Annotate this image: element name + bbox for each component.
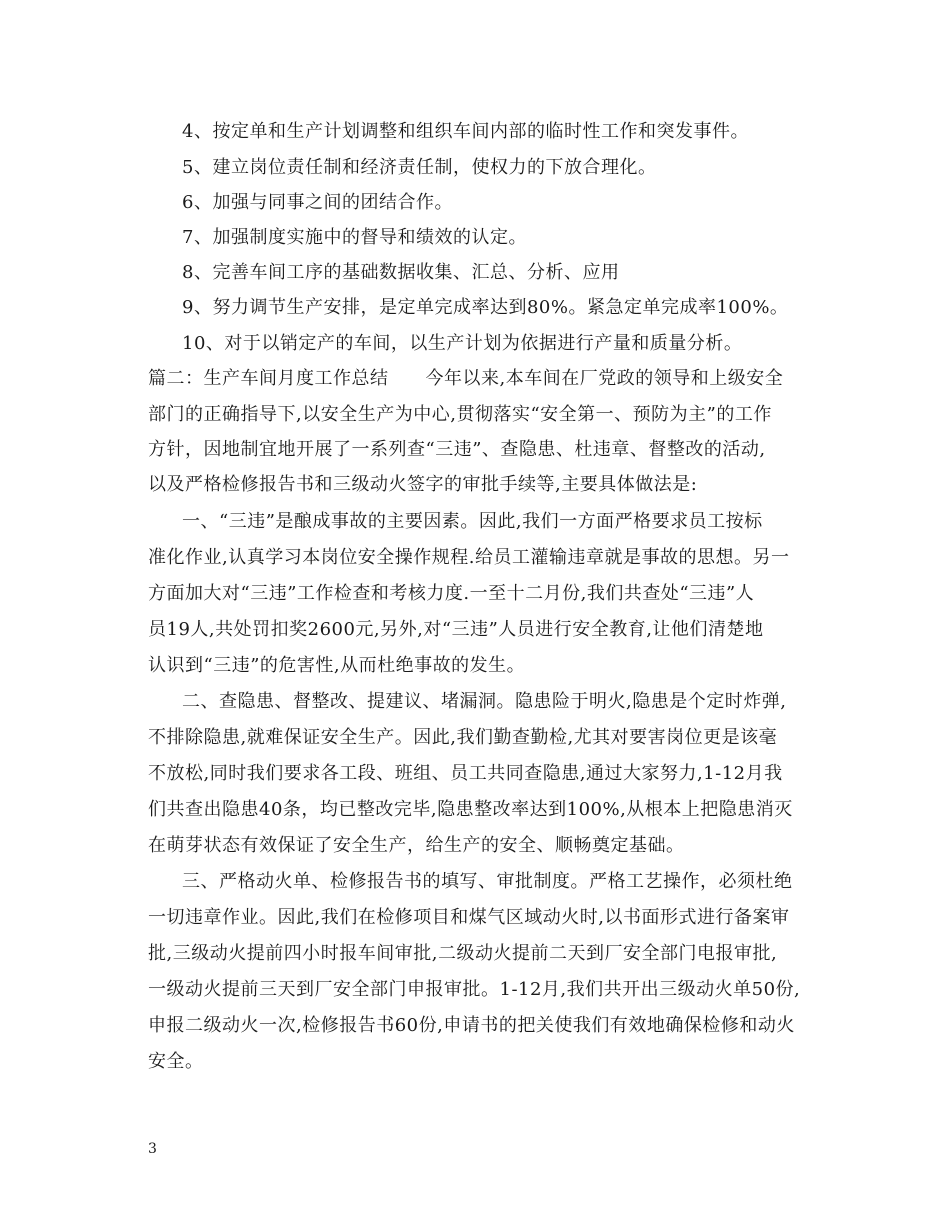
text-line: 10、对于以销定产的车间，以生产计划为依据进行产量和质量分析。 xyxy=(182,333,743,354)
text-line: 以及严格检修报告书和三级动火签字的审批手续等,主要具体做法是: xyxy=(148,474,698,495)
text-line: 三、严格动火单、检修报告书的填写、审批制度。严格工艺操作，必须杜绝 xyxy=(182,871,793,892)
text-line: 5、建立岗位责任制和经济责任制，使权力的下放合理化。 xyxy=(182,157,657,178)
text-line: 一切违章作业。因此,我们在检修项目和煤气区域动火时,以书面形式进行备案审 xyxy=(148,907,790,928)
page-number: 3 xyxy=(148,1141,157,1157)
text-line: 申报二级动火一次,检修报告书60份,申请书的把关使我们有效地确保检修和动火 xyxy=(148,1015,795,1036)
text-line: 8、完善车间工序的基础数据收集、汇总、分析、应用 xyxy=(182,262,620,283)
text-line: 4、按定单和生产计划调整和组织车间内部的临时性工作和突发事件。 xyxy=(182,121,749,142)
text-line: 员19人,共处罚扣奖2600元,另外,对“三违”人员进行安全教育,让他们清楚地 xyxy=(148,619,764,640)
section-heading-line: 篇二：生产车间月度工作总结 今年以来,本车间在厂党政的领导和上级安全 xyxy=(148,368,784,389)
text-line: 不排除隐患,就难保证安全生产。因此,我们勤查勤检,尤其对要害岗位更是该毫 xyxy=(148,727,778,748)
text-line: 方针，因地制宜地开展了一系列查“三违”、查隐患、杜违章、督整改的活动, xyxy=(148,439,766,460)
text-line: 部门的正确指导下,以安全生产为中心,贯彻落实“安全第一、预防为主”的工作 xyxy=(148,404,772,425)
text-line: 7、加强制度实施中的督导和绩效的认定。 xyxy=(182,227,527,248)
text-line: 一、“三违”是酿成事故的主要因素。因此,我们一方面严格要求员工按标 xyxy=(182,511,763,532)
text-line: 6、加强与同事之间的团结合作。 xyxy=(182,192,453,213)
text-line: 9、努力调节生产安排，是定单完成率达到80%。紧急定单完成率100%。 xyxy=(182,297,789,318)
text-line: 批,三级动火提前四小时报车间审批,二级动火提前二天到厂安全部门电报审批, xyxy=(148,943,778,964)
text-line: 不放松,同时我们要求各工段、班组、员工共同查隐患,通过大家努力,1-12月我 xyxy=(148,763,783,784)
text-line: 们共查出隐患40条，均已整改完毕,隐患整改率达到100%,从根本上把隐患消灭 xyxy=(148,799,793,820)
text-line: 认识到“三违”的危害性,从而杜绝事故的发生。 xyxy=(148,655,526,676)
text-line: 准化作业,认真学习本岗位安全操作规程.给员工灌输违章就是事故的思想。另一 xyxy=(148,547,790,568)
text-line: 二、查隐患、督整改、提建议、堵漏洞。隐患险于明火,隐患是个定时炸弹, xyxy=(182,691,787,712)
text-line: 在萌芽状态有效保证了安全生产，给生产的安全、顺畅奠定基础。 xyxy=(148,835,685,856)
text-line: 方面加大对“三违”工作检查和考核力度.一至十二月份,我们共查处“三违”人 xyxy=(148,583,755,604)
text-line: 安全。 xyxy=(148,1051,204,1072)
text-line: 一级动火提前三天到厂安全部门申报审批。1-12月,我们共开出三级动火单50份, xyxy=(148,979,801,1000)
